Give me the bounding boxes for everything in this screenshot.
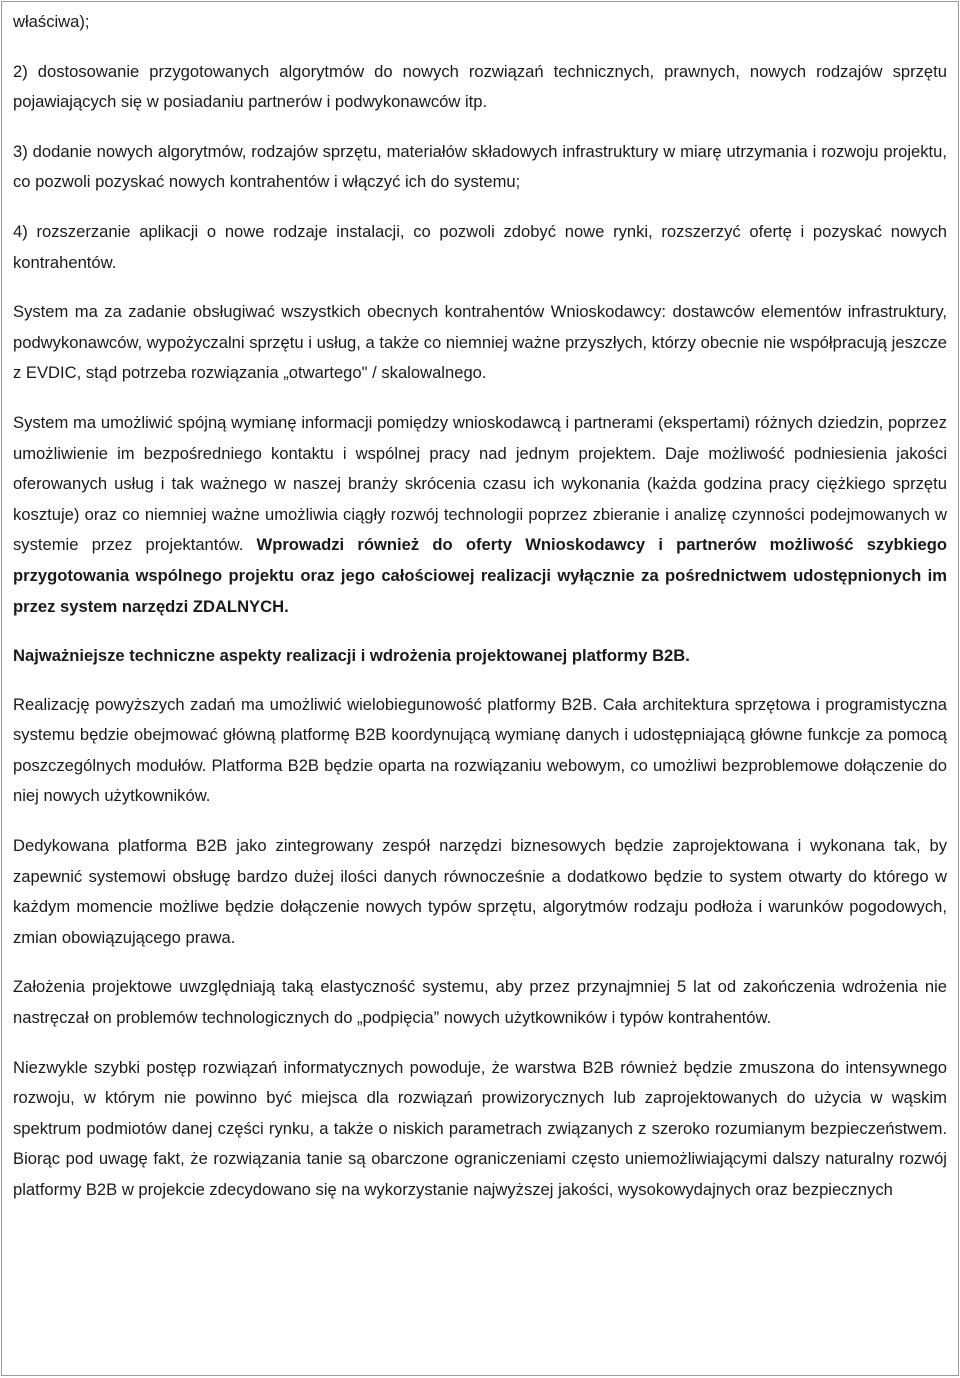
paragraph-platform: Dedykowana platforma B2B jako zintegrowany zespół narzędzi biznesowych będzie zaprojektowana i wykonana tak, by zapewnić systemowi obsługę bardzo dużej ilości danych równocześnie a dodatkowo będzie to system otwarty do którego w każdym momencie możliwe będzie dołączenie nowych typów sprzętu, algorytmów rodzaju podłoża i warunków pogodowych, zmian obowiązującego prawa. xyxy=(13,836,947,947)
section-heading: Najważniejsze techniczne aspekty realizacji i wdrożenia projektowanej platformy B2B. xyxy=(13,646,690,666)
paragraph-item-3: 3) dodanie nowych algorytmów, rodzajów sprzętu, materiałów składowych infrastruktury w miarę utrzymania i rozwoju projektu, co pozwoli pozyskać nowych kontrahentów i włączyć ich do systemu; xyxy=(13,141,947,192)
paragraph-system-communication xyxy=(13,408,947,622)
document-page xyxy=(1,1,959,1376)
paragraph-progress: Niezwykle szybki postęp rozwiązań informatycznych powoduje, że warstwa B2B również będzie zmuszona do intensywnego rozwoju, w którym nie powinno być miejsca dla rozwiązań prowizorycznych lub zaprojektowanych do użycia w wąskim spektrum podmiotów danej części rynku, a także o niskich parametrach związanych z szeroko rozumianym bezpieczeństwem. Biorąc pod uwagę fakt, że rozwiązania tanie są obarczone ograniczeniami często uniemożliwiającymi dalszy naturalny rozwój platformy B2B w projekcie zdecydowano się na wykorzystanie najwyższej jakości, wysokowydajnych oraz bezpiecznych xyxy=(13,1057,947,1199)
paragraph-item-4: 4) rozszerzanie aplikacji o nowe rodzaje instalacji, co pozwoli zdobyć nowe rynki, rozszerzyć ofertę i pozyskać nowych kontrahentów. xyxy=(13,221,947,272)
paragraph-fragment: właściwa); xyxy=(13,12,90,31)
paragraph-assumptions: Założenia projektowe uwzględniają taką elastyczność systemu, aby przez przynajmniej 5 lat od zakończenia wdrożenia nie nastręczał on problemów technologicznych do „podpięcia” nowych użytkowników i typów kontrahentów. xyxy=(13,977,947,1028)
paragraph-bold-text: Wprowadzi również do oferty Wnioskodawcy i partnerów możliwość szybkiego przygotowania wspólnego projektu oraz jego całościowej realizacji wyłącznie za pośrednictwem udostępnionych im przez system narzędzi ZDALNYCH. xyxy=(13,535,948,616)
paragraph-architecture: Realizację powyższych zadań ma umożliwić wielobiegunowość platformy B2B. Cała architektura sprzętowa i programistyczna systemu będzie obejmować główną platformę B2B koordynującą wymianę danych i udostępniającą główne funkcje za pomocą poszczególnych modułów. Platforma B2B będzie oparta na rozwiązaniu webowym, co umożliwi bezproblemowe dołączenie do niej nowych użytkowników. xyxy=(13,694,947,806)
paragraph-item-2: 2) dostosowanie przygotowanych algorytmów do nowych rozwiązań technicznych, prawnych, nowych rodzajów sprzętu pojawiających się w posiadaniu partnerów i podwykonawców itp. xyxy=(13,61,947,112)
paragraph-system-contractors: System ma za zadanie obsługiwać wszystkich obecnych kontrahentów Wnioskodawcy: dostawców elementów infrastruktury, podwykonawców, wypożyczalni sprzętu i usług, a także co niemniej ważne przyszłych, którzy obecnie nie współpracują jeszcze z EVDIC, stąd potrzeba rozwiązania „otwartego" / skalowalnego. xyxy=(13,302,947,383)
paragraph-text: System ma umożliwić spójną wymianę informacji pomiędzy wnioskodawcą i partnerami (ekspertami) różnych dziedzin, poprzez umożliwienie im bezpośredniego kontaktu i wspólnej pracy nad jednym projektem. Daje możliwość podniesienia jakości oferowanych usług i tak ważnego w naszej branży skrócenia czasu ich wykonania (każda godzina pracy ciężkiego sprzętu kosztuje) oraz co niemniej ważne umożliwia ciągły rozwój technologii poprzez zbieranie i analizę czynności podejmowanych w systemie przez projektantów. xyxy=(13,412,947,555)
